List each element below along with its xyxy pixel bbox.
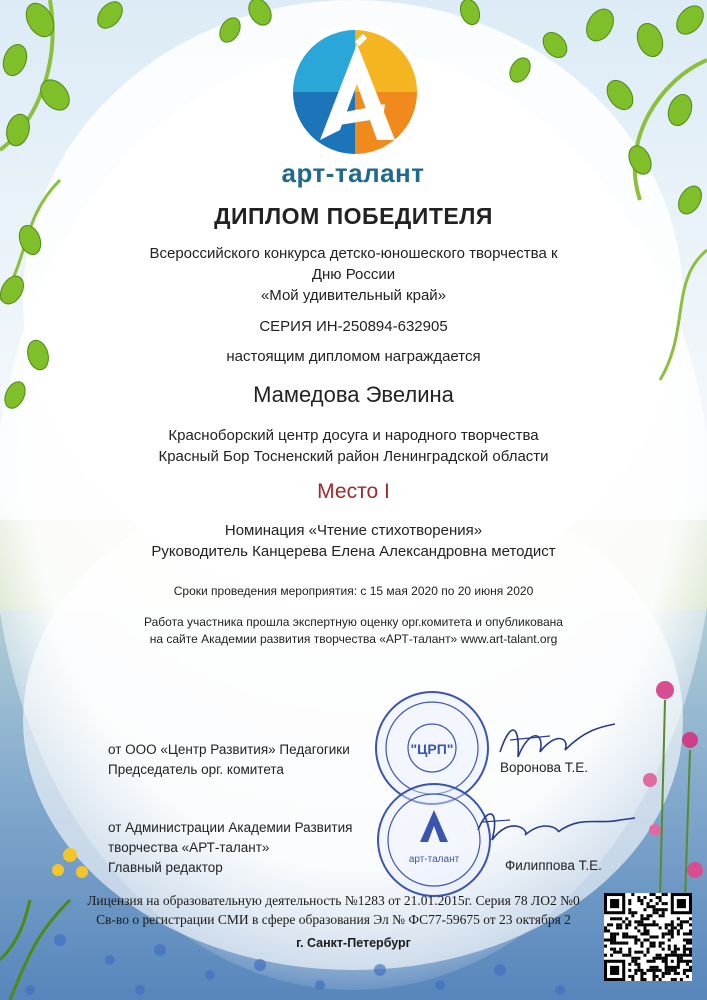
nomination: Номинация «Чтение стихотворения»	[224, 522, 483, 539]
footer-registration: Св-во о регистрации СМИ в сфере образования Эл № ФС77-59675 от 23 октября 2	[96, 912, 571, 927]
contest-line-3: «Мой удивительный край»	[260, 287, 447, 304]
event-dates: Сроки проведения мероприятия: с 15 мая 2020 по 20 июня 2020	[173, 584, 534, 598]
contest-line-2: Дню России	[311, 266, 396, 283]
signature-second-line-2: творчества «АРТ-талант»	[108, 840, 270, 855]
signature-second-name: Филиппова Т.Е.	[505, 858, 602, 873]
signature-block-first	[108, 740, 350, 780]
stamp1-center-text: "ЦРП"	[410, 741, 454, 757]
brand-name: арт-талант	[281, 158, 425, 188]
signature-filippova	[470, 800, 640, 855]
footer-license: Лицензия на образовательную деятельность №1283 от 21.01.2015г. Серия 78 ЛО2 №0	[87, 893, 580, 908]
series-number: СЕРИЯ ИН-250894-632905	[259, 318, 448, 335]
art-talant-logo	[285, 22, 425, 162]
organization-line-2: Красный Бор Тосненский район Ленинградской области	[158, 448, 549, 465]
stamp2-center-text: арт-талант	[408, 854, 460, 865]
signature-first-line-1: от ООО «Центр Развития» Педагогики	[108, 742, 350, 757]
organization-line-1: Красноборский центр досуга и народного творчества	[168, 427, 539, 444]
awarded-text: настоящим дипломом награждается	[226, 348, 481, 365]
publication-line-2: на сайте Академии развития творчества «АРТ-талант» www.art-talant.org	[149, 632, 558, 646]
signature-second-line-3: Главный редактор	[108, 860, 223, 875]
signature-first-line-2: Председатель орг. комитета	[108, 762, 284, 777]
diploma-title: ДИПЛОМ ПОБЕДИТЕЛЯ	[214, 203, 493, 229]
signature-second-line-1: от Администрации Академии Развития	[108, 820, 353, 835]
supervisor: Руководитель Канцерева Елена Александровна методист	[151, 543, 556, 560]
publication-line-1: Работа участника прошла экспертную оценку орг.комитета и опубликована	[144, 615, 563, 629]
signature-first-name: Воронова Т.Е.	[500, 760, 589, 775]
qr-code	[604, 893, 692, 981]
signature-block-second	[108, 818, 352, 878]
place-award: Место I	[317, 480, 390, 503]
recipient-name: Мамедова Эвелина	[253, 382, 454, 407]
contest-line-1: Всероссийского конкурса детско-юношеского творчества к	[149, 245, 558, 262]
footer-city: г. Санкт-Петербург	[296, 936, 411, 950]
